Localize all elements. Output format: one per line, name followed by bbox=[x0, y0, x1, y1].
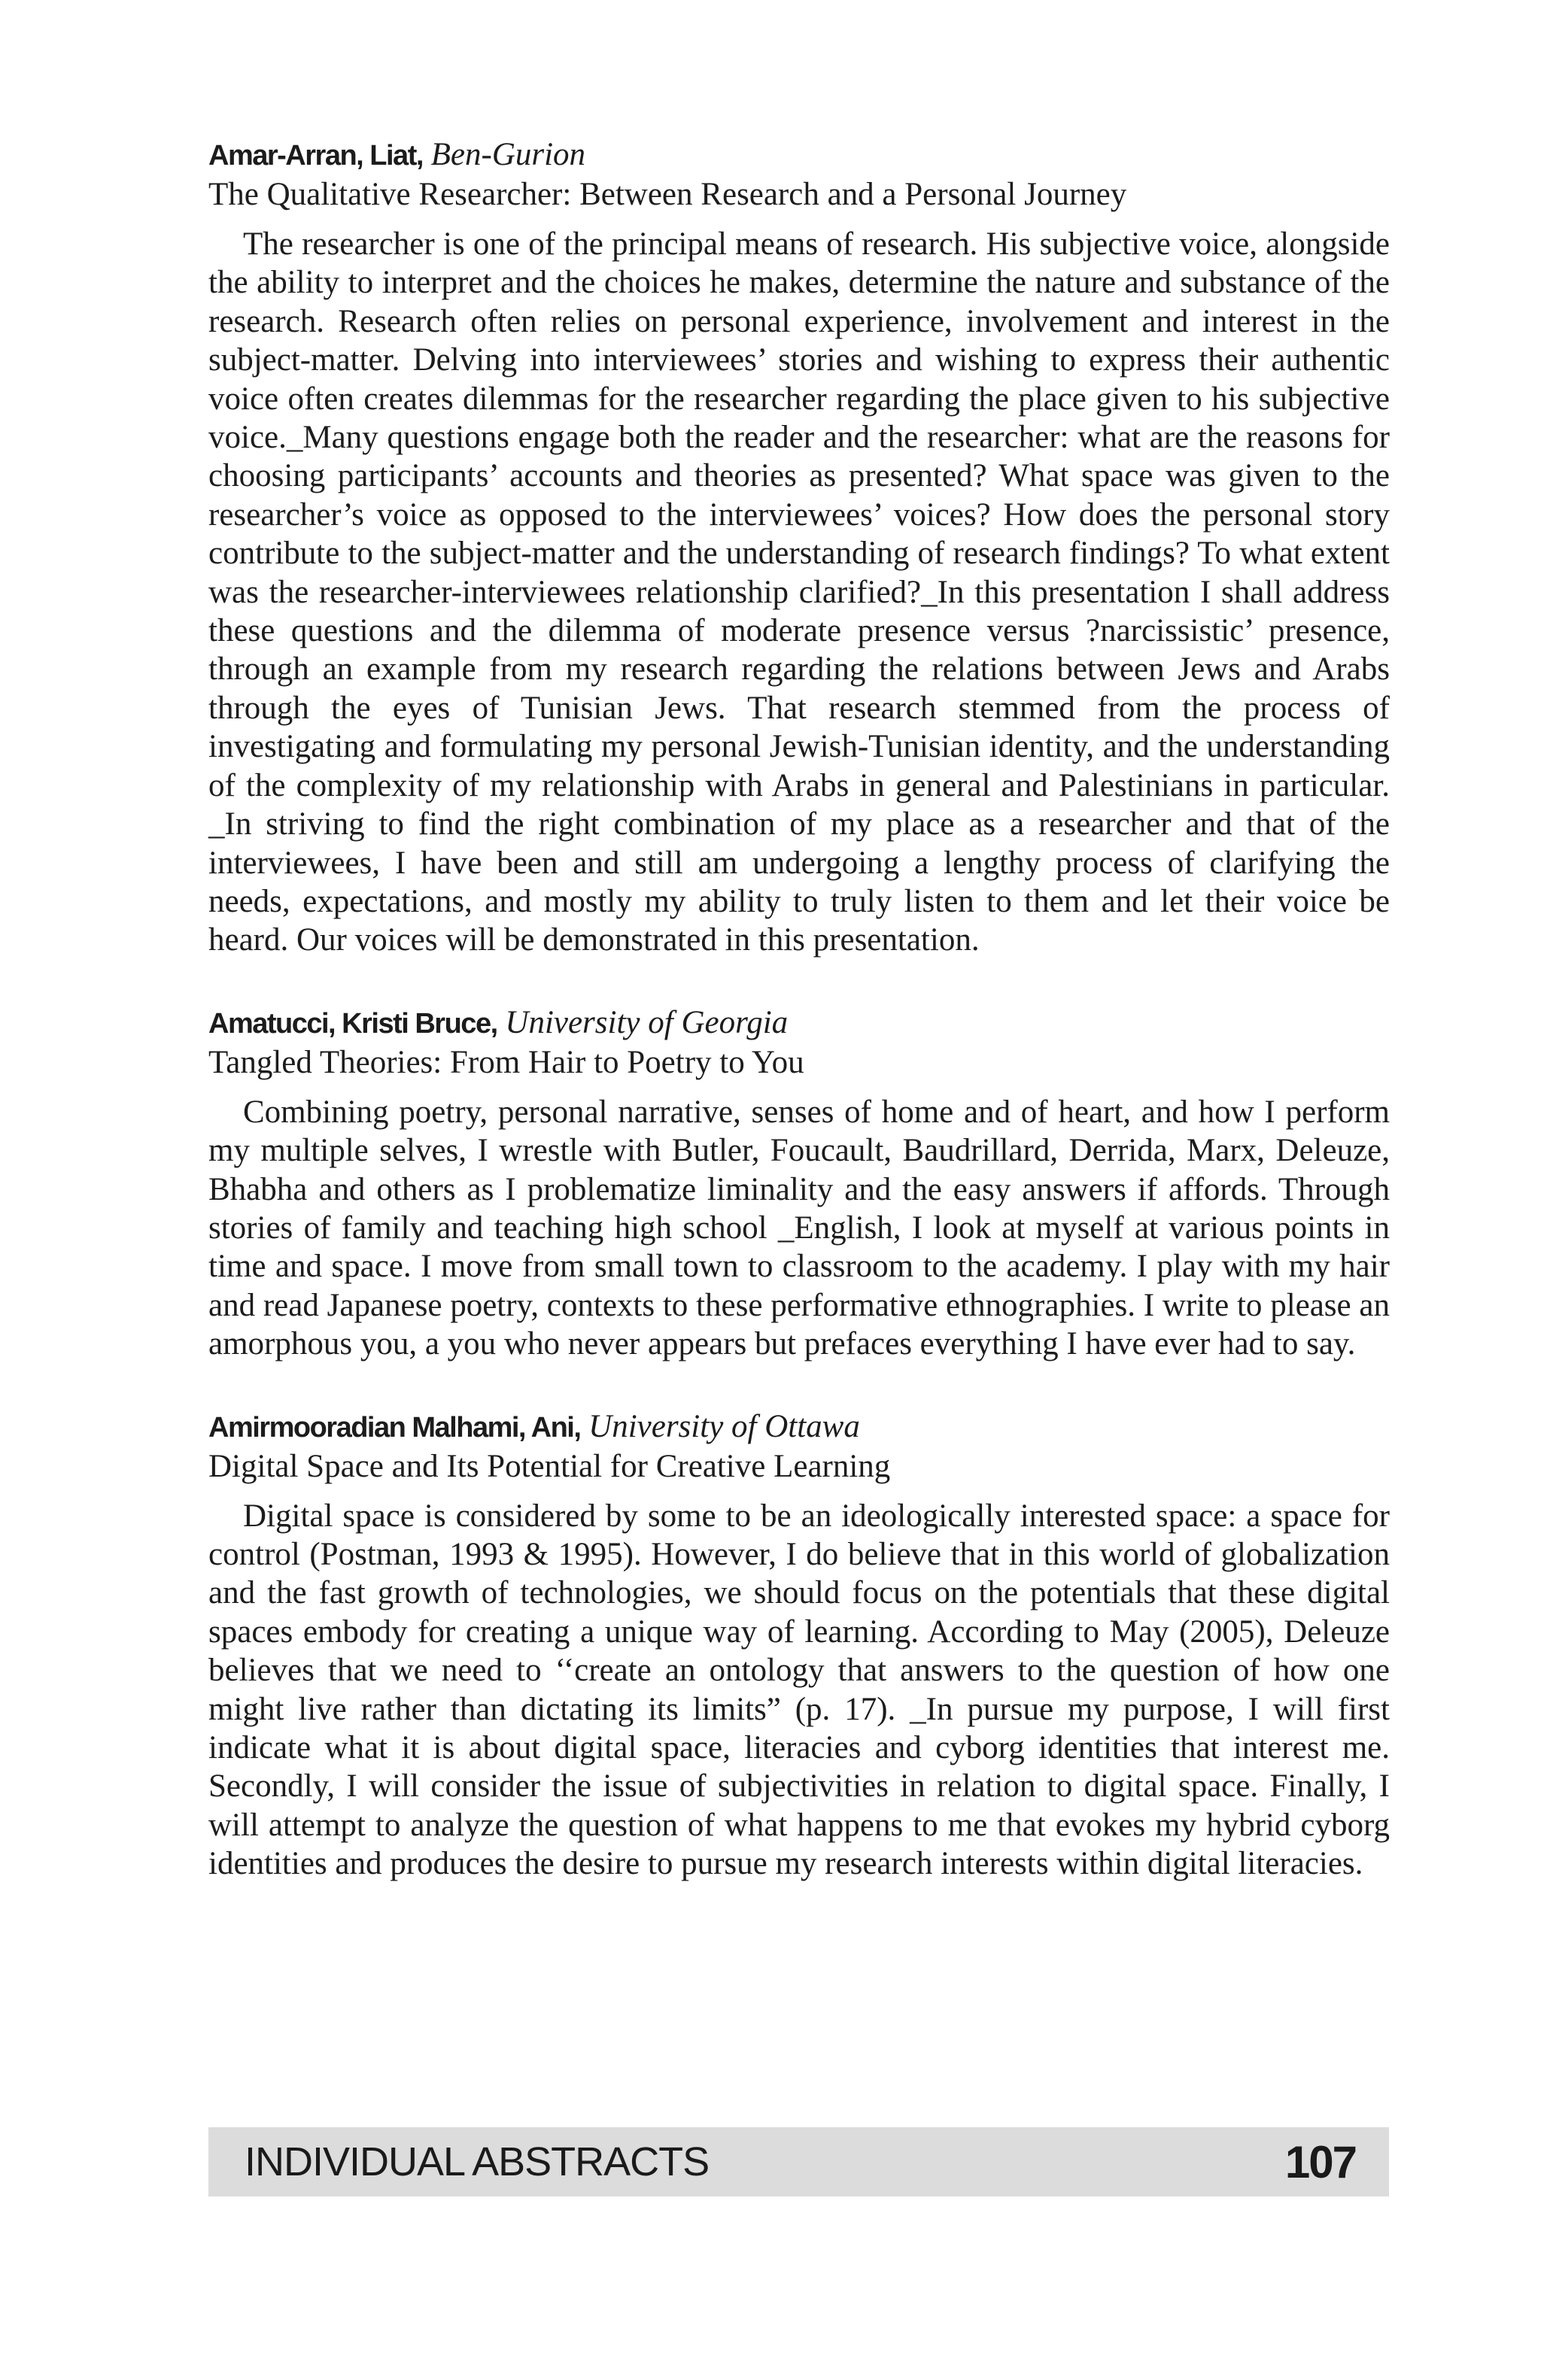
author-name: Amar-Arran, Liat, bbox=[208, 140, 423, 172]
abstract-entry bbox=[208, 1407, 1390, 1884]
author-line bbox=[208, 135, 1390, 175]
abstracts-page bbox=[208, 135, 1390, 1927]
section-label: INDIVIDUAL ABSTRACTS bbox=[245, 2139, 710, 2184]
author-line bbox=[208, 1407, 1390, 1447]
abstract-body: The researcher is one of the principal means of research. His subjective voice, alongside the ability to interpret and the choices he makes, determine the nature and substance of the research. Research often relies on personal experience, involvement and interest in the subject-matter. Delving into interviewees’ stories and wishing to express their authentic voice often creates dilemmas for the researcher regarding the place given to his subjective voice._Many questions engage both the reader and the researcher: what are the reasons for choosing participants’ accounts and theories as presented? What space was given to the researcher’s voice as opposed to the interviewees’ voices? How does the personal story contribute to the subject-matter and the understanding of research findings? To what extent was the researcher-interviewees relationship clarified?_In this presentation I shall address these questions and the dilemma of moderate presence versus ?narcissistic’ presence, through an example from my research regarding the relations between Jews and Arabs through the eyes of Tunisian Jews. That research stemmed from the process of investigating and formulating my personal Jewish-Tunisian identity, and the understanding of the complexity of my relationship with Arabs in general and Palestinians in particular. _In striving to find the right combination of my place as a researcher and that of the interviewees, I have been and still am undergoing a lengthy process of clarifying the needs, expectations, and mostly my ability to truly listen to them and let their voice be heard. Our voices will be demonstrated in this presentation. bbox=[208, 226, 1390, 958]
abstract-title: The Qualitative Researcher: Between Research and a Personal Journey bbox=[208, 177, 1127, 212]
abstract-body: Combining poetry, personal narrative, senses of home and of heart, and how I perform my multiple selves, I wrestle with Butler, Foucault, Baudrillard, Derrida, Marx, Deleuze, Bhabha and others as I problematize liminality and the easy answers if affords. Through stories of family and teaching high school _English, I look at myself at various points in time and space. I move from small town to classroom to the academy. I play with my hair and read Japanese poetry, contexts to these performative ethnographies. I write to please an amorphous you, a you who never appears but prefaces everything I have ever had to say. bbox=[208, 1094, 1390, 1362]
abstract-entry bbox=[208, 1003, 1390, 1364]
author-affiliation: Ben-Gurion bbox=[430, 137, 586, 172]
author-name: Amatucci, Kristi Bruce, bbox=[208, 1007, 497, 1040]
abstract-body: Digital space is considered by some to be an ideologically interested space: a space for control (Postman, 1993 & 1995). However, I do believe that in this world of globalization and the fast growth of technologies, we should focus on the potentials that these digital spaces embody for creating a unique way of learning. According to May (2005), Deleuze believes that we need to ‘‘create an ontology that answers to the question of how one might live rather than dictating its limits” (p. 17). _In pursue my purpose, I will first indicate what it is about digital space, literacies and cyborg identities that interest me. Secondly, I will consider the issue of subjectivities in relation to digital space. Finally, I will attempt to analyze the question of what happens to me that evokes my hybrid cyborg identities and produces the desire to pursue my research interests within digital literacies. bbox=[208, 1498, 1390, 1882]
author-name: Amirmooradian Malhami, Ani, bbox=[208, 1411, 581, 1443]
abstract-entry bbox=[208, 135, 1390, 960]
author-line bbox=[208, 1003, 1390, 1043]
author-affiliation: University of Georgia bbox=[505, 1004, 789, 1040]
abstract-title: Digital Space and Its Potential for Creative Learning bbox=[208, 1448, 891, 1484]
author-affiliation: University of Ottawa bbox=[588, 1408, 860, 1444]
abstract-title: Tangled Theories: From Hair to Poetry to You bbox=[208, 1044, 804, 1080]
page-footer bbox=[208, 2127, 1389, 2196]
page-number: 107 bbox=[1284, 2136, 1356, 2187]
